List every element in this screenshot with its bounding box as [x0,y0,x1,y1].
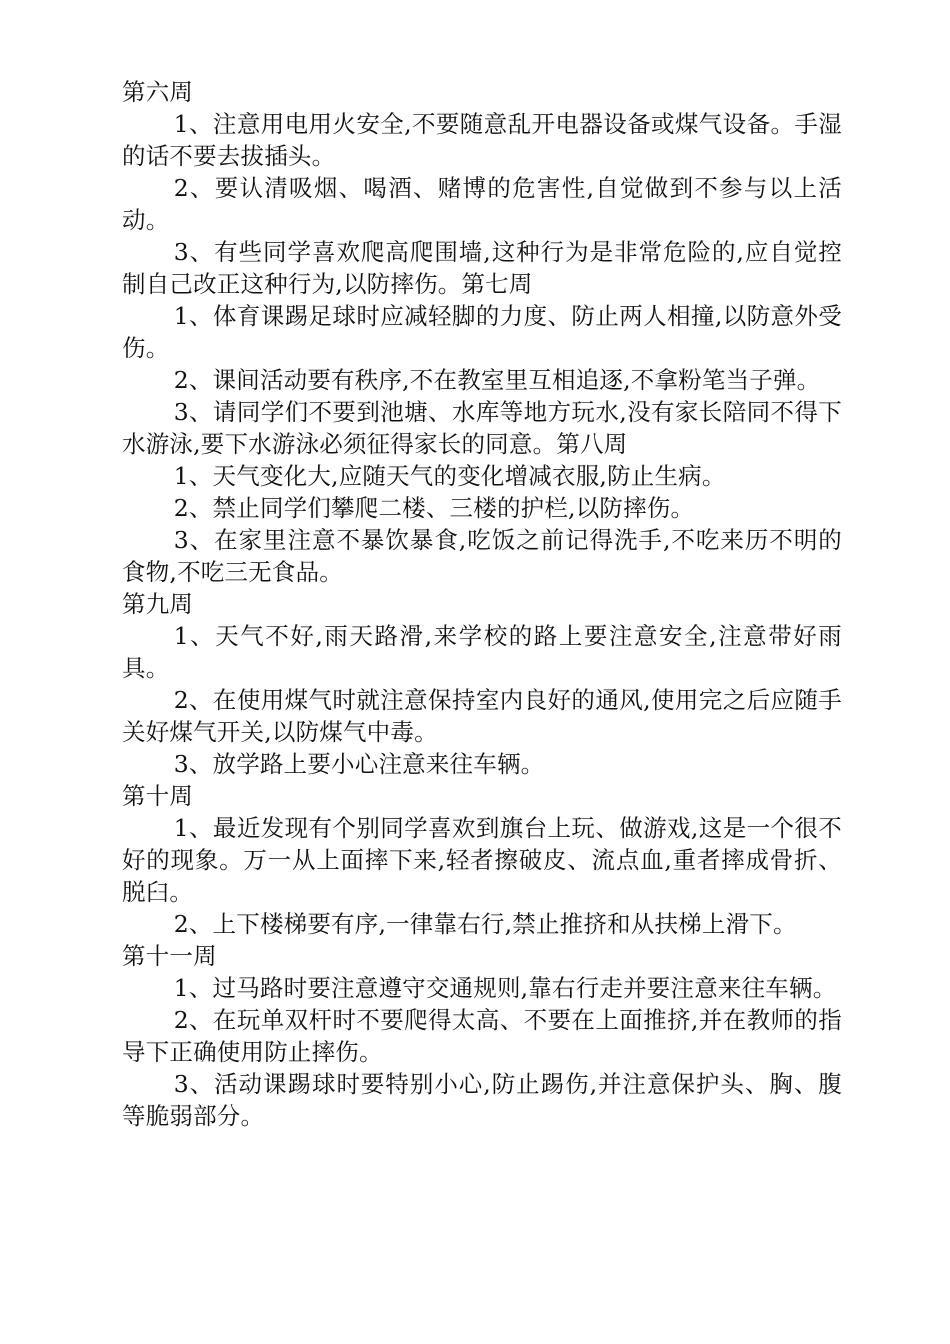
week-9-item-3: 3、放学路上要小心注意来往车辆。 [173,750,545,778]
week-8-item-1: 1、天气变化大,应随天气的变化增减衣服,防止生病。 [173,462,726,490]
week-9-item-2: 2、在使用煤气时就注意保持室内良好的通风,使用完之后应随手关好煤气开关,以防煤气中毒。 [122,686,842,746]
week-10-heading: 第十周 [122,782,194,810]
week-7-item-1: 1、体育课踢足球时应减轻脚的力度、防止两人相撞,以防意外受伤。 [122,302,842,362]
week-8-item-3: 3、在家里注意不暴饮暴食,吃饭之前记得洗手,不吃来历不明的食物,不吃三无食品。 [122,526,842,586]
week-10-item-1: 1、最近发现有个别同学喜欢到旗台上玩、做游戏,这是一个很不好的现象。万一从上面摔下来,轻者擦破皮、流点血,重者摔成骨折、脱臼。 [122,814,842,906]
week-11-item-3: 3、活动课踢球时要特别小心,防止踢伤,并注意保护头、胸、腹等脆弱部分。 [122,1070,842,1130]
week-6-item-2: 2、要认清吸烟、喝酒、赌博的危害性,自觉做到不参与以上活动。 [122,174,842,234]
week-7-item-3: 3、请同学们不要到池塘、水库等地方玩水,没有家长陪同不得下水游泳,要下水游泳必须征得家长的同意。第八周 [122,398,842,458]
week-6-heading: 第六周 [122,78,194,106]
week-11-item-1: 1、过马路时要注意遵守交通规则,靠右行走并要注意来往车辆。 [173,974,837,1002]
week-6-item-3: 3、有些同学喜欢爬高爬围墙,这种行为是非常危险的,应自觉控制自己改正这种行为,以防摔伤。第七周 [122,238,842,298]
week-11-item-2: 2、在玩单双杆时不要爬得太高、不要在上面推挤,并在教师的指导下正确使用防止摔伤。 [122,1006,842,1066]
week-9-item-1: 1、天气不好,雨天路滑,来学校的路上要注意安全,注意带好雨具。 [122,622,842,682]
week-7-item-2: 2、课间活动要有秩序,不在教室里互相追逐,不拿粉笔当子弹。 [173,366,821,394]
week-10-item-2: 2、上下楼梯要有序,一律靠右行,禁止推挤和从扶梯上滑下。 [173,910,797,938]
week-9-heading: 第九周 [122,590,194,618]
week-6-item-1: 1、注意用电用火安全,不要随意乱开电器设备或煤气设备。手湿的话不要去拔插头。 [122,110,842,170]
week-8-item-2: 2、禁止同学们攀爬二楼、三楼的护栏,以防摔伤。 [173,494,695,522]
week-11-heading: 第十一周 [122,942,217,970]
document-page [122,76,842,1132]
